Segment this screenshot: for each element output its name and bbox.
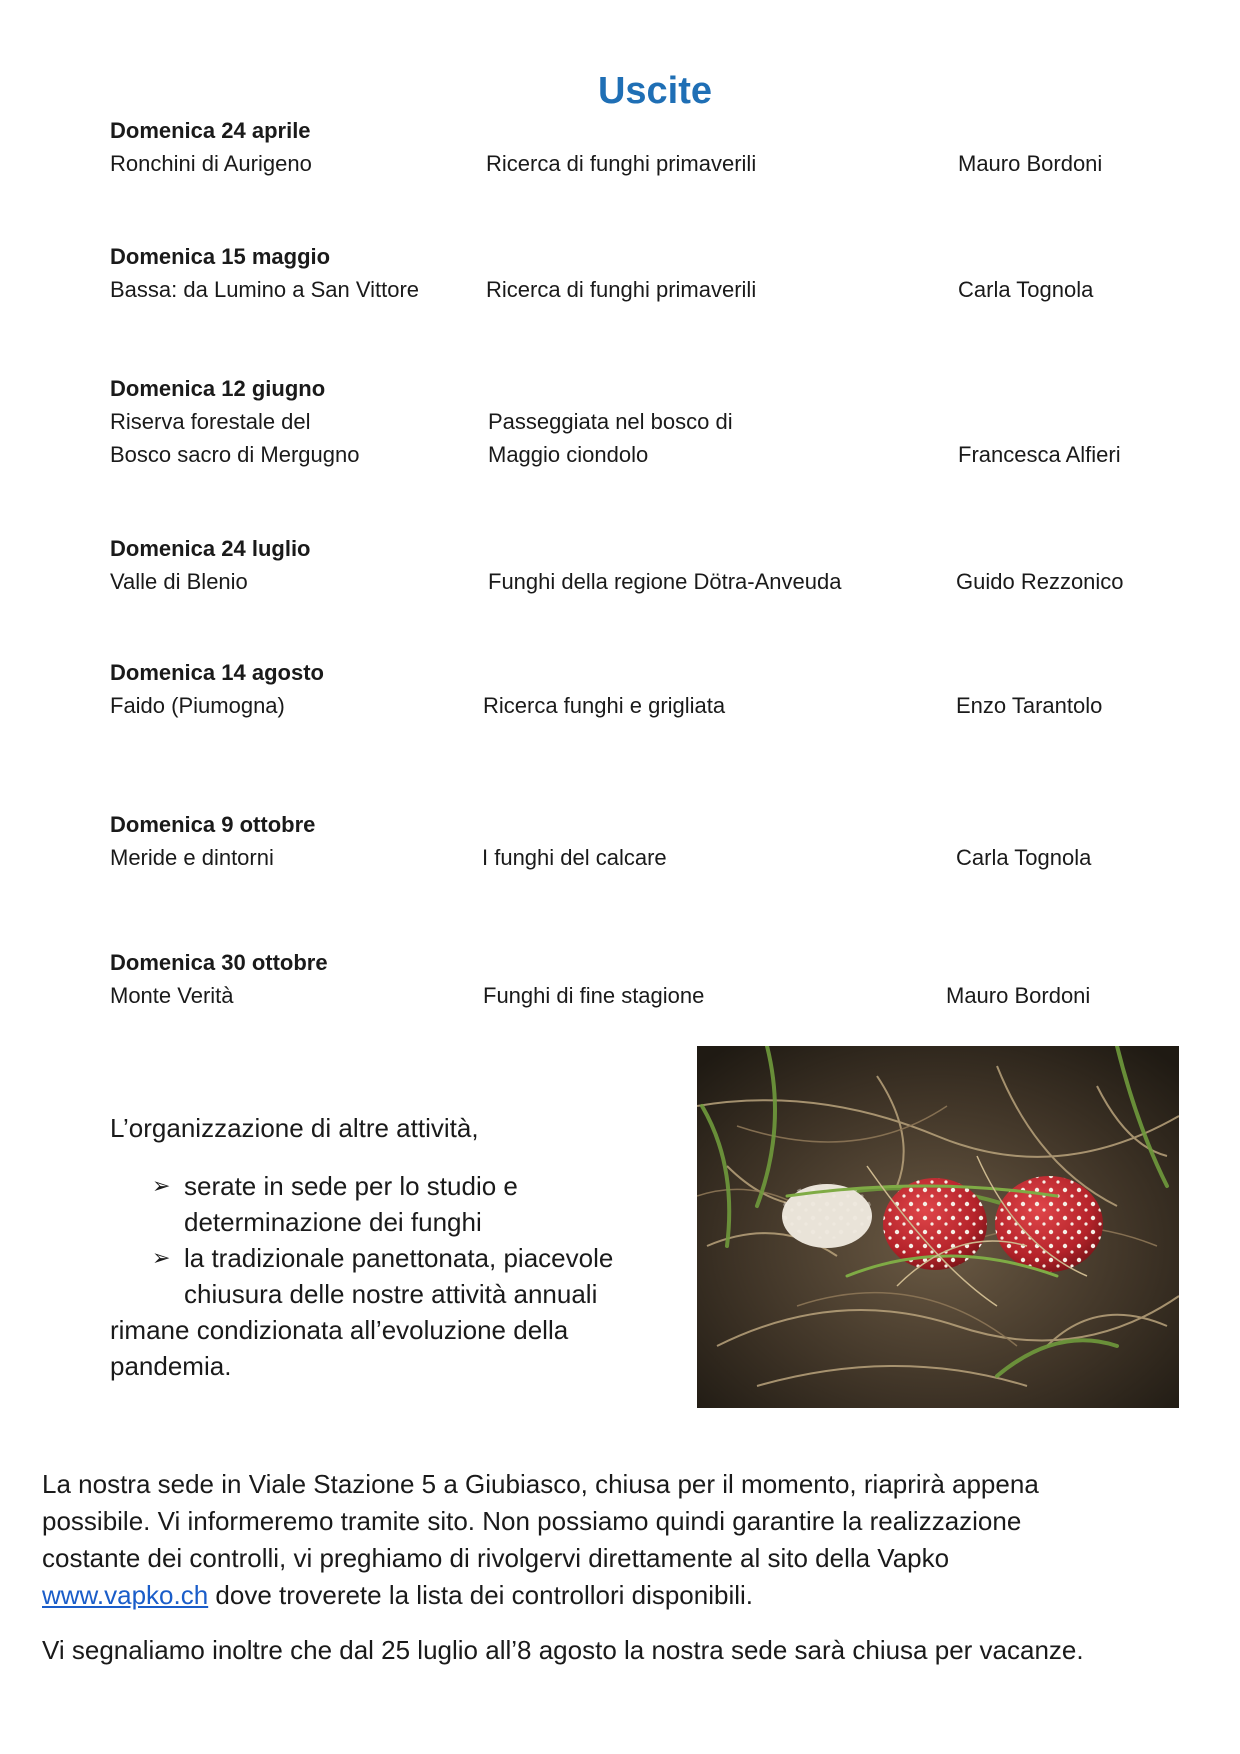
event-date: Domenica 9 ottobre (110, 812, 316, 837)
activities-conclusion-line: pandemia. (110, 1351, 232, 1381)
page-title: Uscite (597, 70, 713, 112)
vacation-notice: Vi segnaliamo inoltre che dal 25 luglio all’8 agosto la nostra sede sarà chiusa per vacanze. (42, 1635, 1084, 1665)
event-activity: Funghi di fine stagione (483, 983, 705, 1008)
event-location: Ronchini di Aurigeno (110, 151, 312, 176)
notice-line: possibile. Vi informeremo tramite sito. Non possiamo quindi garantire la realizzazione (42, 1506, 1022, 1536)
activities-list (110, 1168, 670, 1312)
mushroom-photo (697, 1046, 1179, 1408)
notice-line-text: dove troverete la lista dei controllori disponibili. (208, 1580, 754, 1610)
notice-paragraph (42, 1466, 1212, 1614)
event-guide: Guido Rezzonico (956, 569, 1124, 594)
event-guide: Mauro Bordoni (958, 151, 1103, 176)
event-location: Meride e dintorni (110, 845, 274, 870)
vapko-link[interactable]: www.vapko.ch (42, 1580, 209, 1610)
event-guide: Enzo Tarantolo (956, 693, 1103, 718)
notice-line (42, 1577, 1212, 1614)
event-activity: Ricerca di funghi primaverili (486, 151, 757, 176)
activities-section (110, 1110, 670, 1384)
list-item (110, 1240, 670, 1312)
activities-conclusion-line: rimane condizionata all’evoluzione della (110, 1315, 569, 1345)
event-date: Domenica 15 maggio (110, 244, 331, 269)
event-location: Bassa: da Lumino a San Vittore (110, 277, 420, 302)
event-activity: Ricerca di funghi primaverili (486, 277, 757, 302)
event-guide: Carla Tognola (956, 845, 1092, 870)
activities-intro: L’organizzazione di altre attività, (110, 1113, 479, 1143)
list-item (110, 1168, 670, 1240)
event-activity: Passeggiata nel bosco di (488, 409, 733, 434)
event-date: Domenica 12 giugno (110, 376, 326, 401)
notice-line: costante dei controlli, vi preghiamo di rivolgervi direttamente al sito della Vapko (42, 1543, 950, 1573)
list-item-line: chiusura delle nostre attività annuali (184, 1279, 598, 1309)
event-activity: Funghi della regione Dötra-Anveuda (488, 569, 842, 594)
event-activity: I funghi del calcare (482, 845, 667, 870)
activities-conclusion (110, 1312, 670, 1384)
event-date: Domenica 24 luglio (110, 536, 311, 561)
notice-line: La nostra sede in Viale Stazione 5 a Giubiasco, chiusa per il momento, riaprirà appena (42, 1469, 1039, 1499)
event-guide: Francesca Alfieri (958, 442, 1121, 467)
event-location: Faido (Piumogna) (110, 693, 285, 718)
arrow-bullet-icon: ➢ (152, 1173, 171, 1198)
event-guide: Carla Tognola (958, 277, 1094, 302)
list-item-line: determinazione dei funghi (184, 1207, 482, 1237)
event-location: Riserva forestale del (110, 409, 311, 434)
arrow-bullet-icon: ➢ (152, 1245, 171, 1270)
event-date: Domenica 30 ottobre (110, 950, 328, 975)
event-guide: Mauro Bordoni (946, 983, 1091, 1008)
event-location: Monte Verità (110, 983, 234, 1008)
list-item-line: la tradizionale panettonata, piacevole (184, 1243, 614, 1273)
event-location: Valle di Blenio (110, 569, 248, 594)
list-item-line: serate in sede per lo studio e (184, 1171, 518, 1201)
event-activity: Maggio ciondolo (488, 442, 649, 467)
event-location: Bosco sacro di Mergugno (110, 442, 360, 467)
event-activity: Ricerca funghi e grigliata (483, 693, 726, 718)
event-date: Domenica 24 aprile (110, 118, 311, 143)
event-date: Domenica 14 agosto (110, 660, 324, 685)
